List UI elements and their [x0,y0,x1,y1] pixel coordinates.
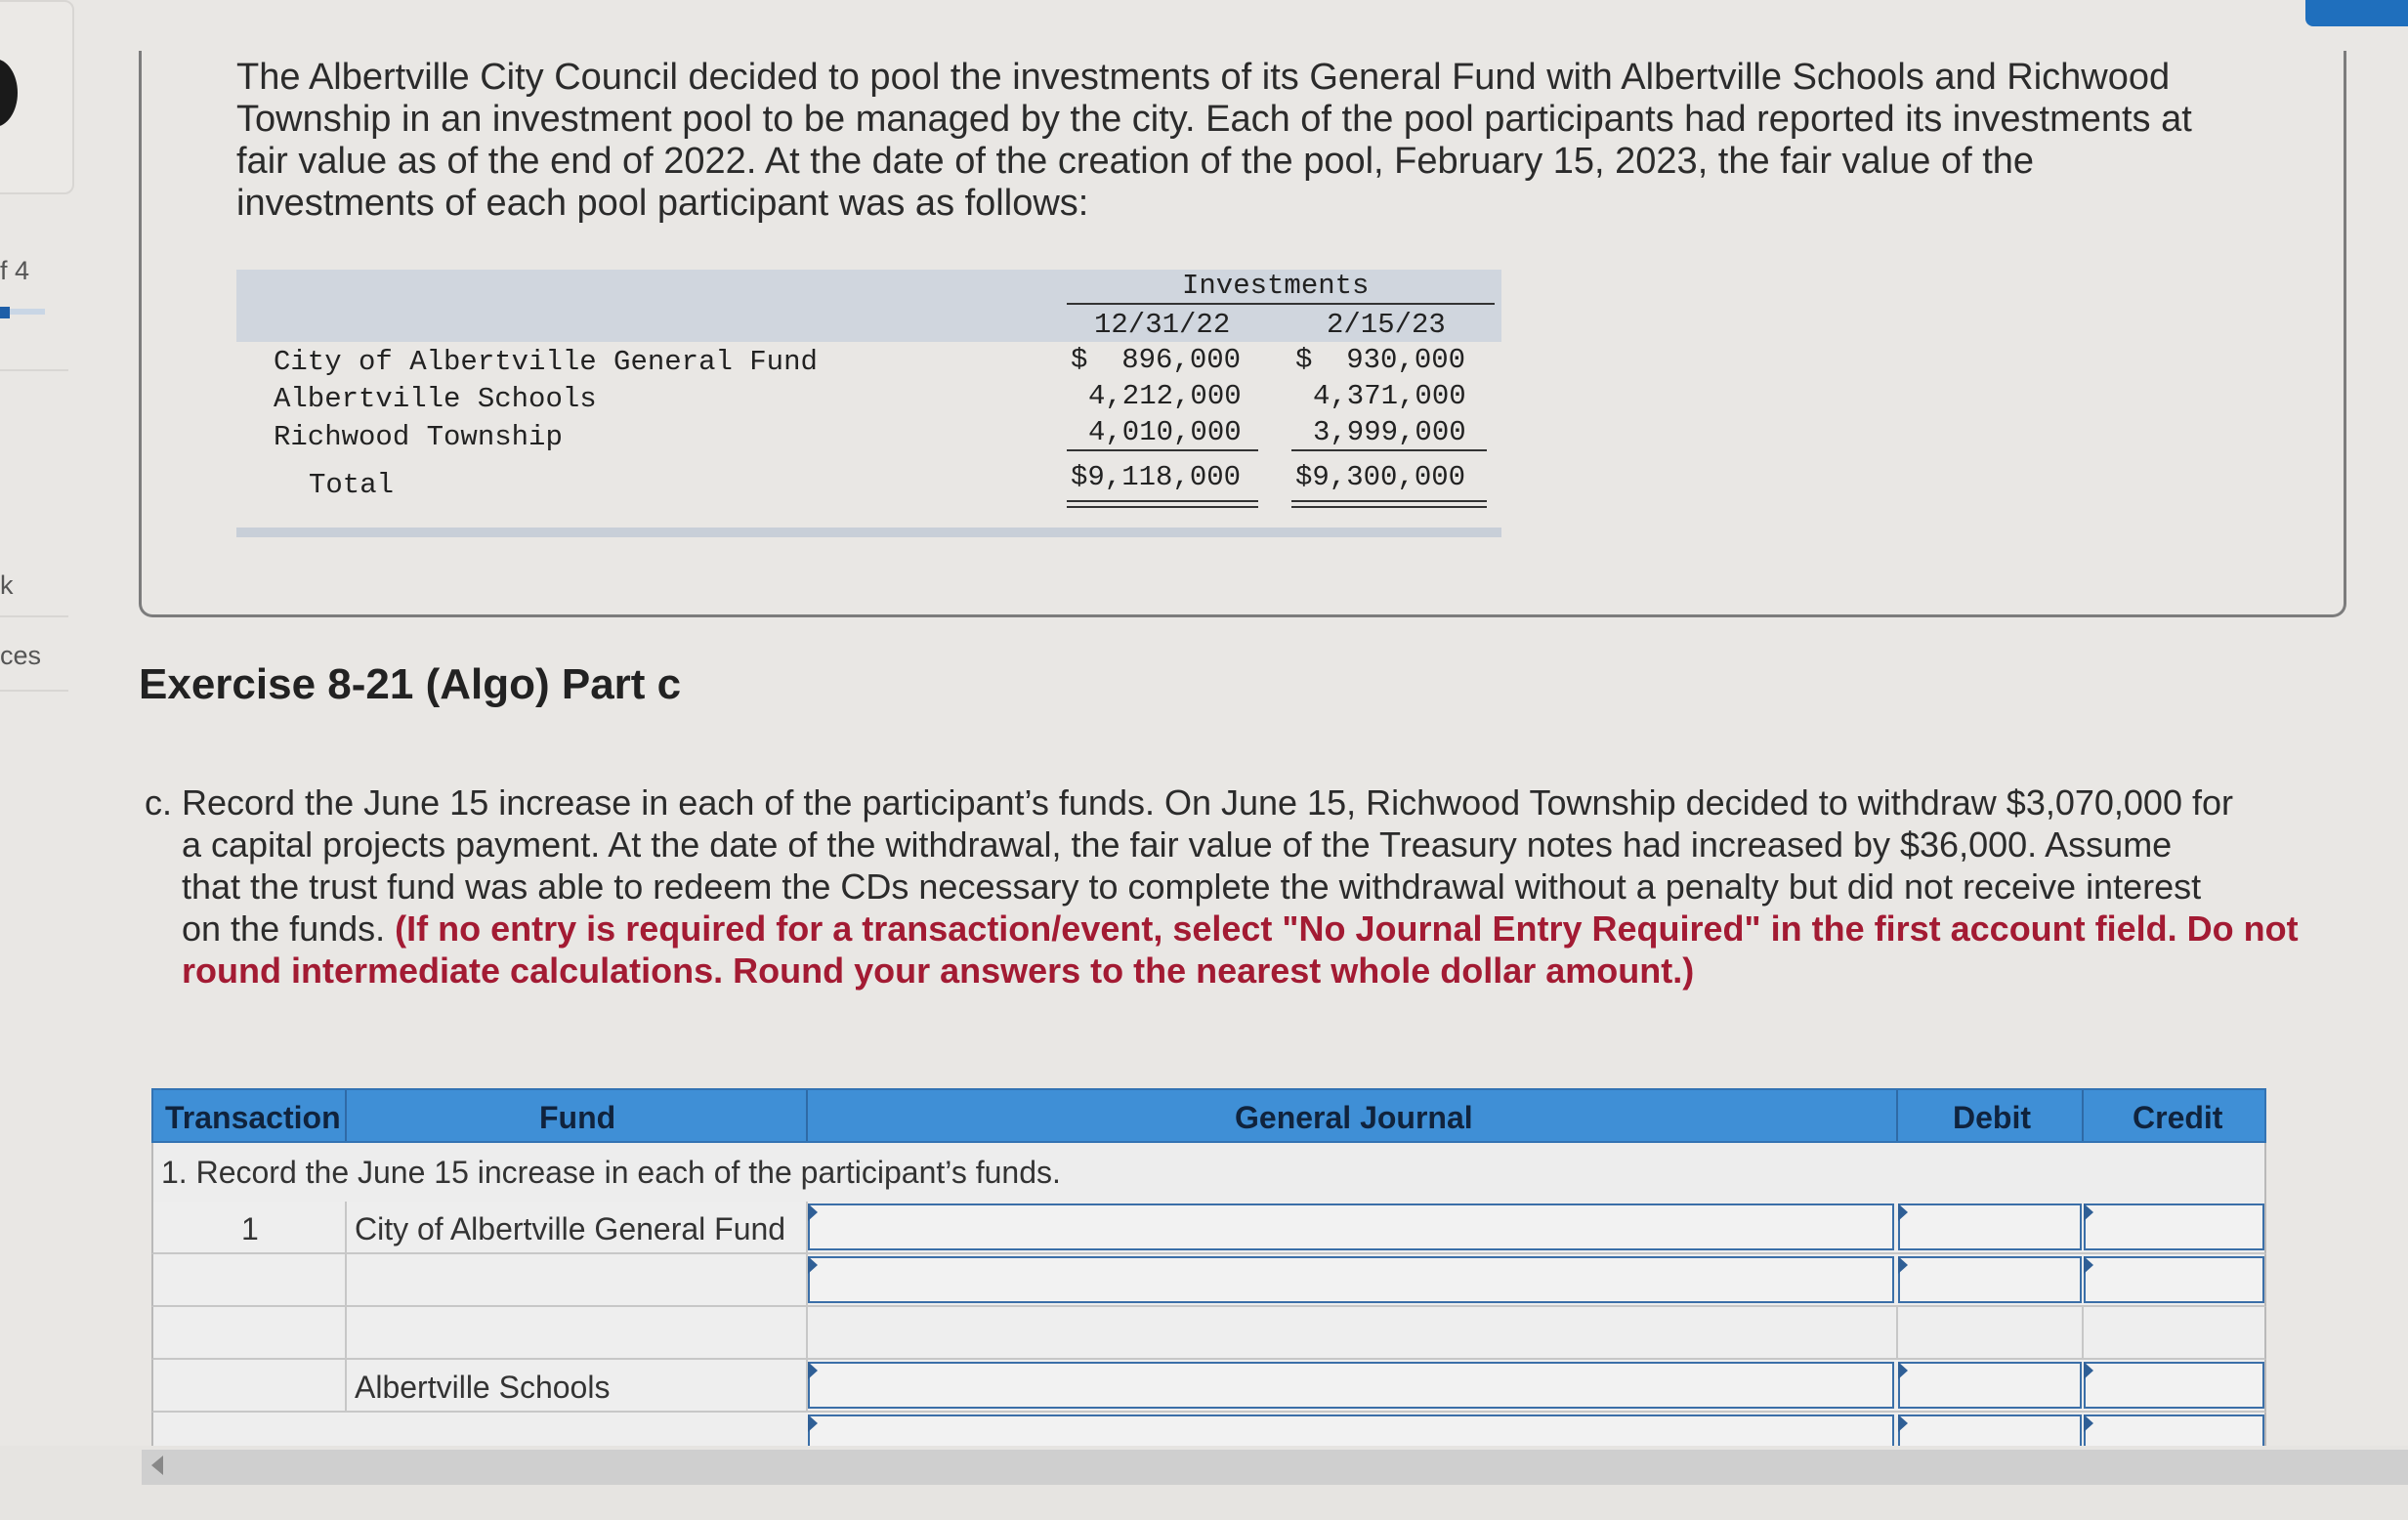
sidebar-item-references[interactable]: ces [0,641,42,670]
row-value-2023: $ 930,000 [1295,344,1466,376]
header-rule [1067,303,1495,305]
fund-cell [347,1254,808,1305]
col-header-2023: 2/15/23 [1327,309,1446,341]
question-line: that the trust fund was able to redeem the CDs necessary to complete the withdrawal without a penalty but did not receive interest [182,866,2202,907]
fund-cell [347,1307,808,1358]
scroll-left-icon[interactable] [151,1456,163,1475]
header-separator [1896,1090,1898,1141]
exercise-title: Exercise 8-21 (Algo) Part c [139,660,682,708]
instruction-text: (If no entry is required for a transaction/event, select "No Journal Entry Required" in the first account field. Do not [395,908,2299,949]
header-separator [2082,1090,2084,1141]
journal-header [151,1088,2266,1143]
debit-input[interactable] [1898,1414,2082,1448]
header-separator [806,1090,808,1141]
question-line: c. Record the June 15 increase in each of the participant’s funds. On June 15, Richwood Township decided to withdraw $3,070,000 for [145,782,2233,823]
sidebar-label-part: f 4 [0,256,30,285]
subtotal-rule [1291,449,1487,451]
journal-row [151,1254,2266,1307]
instruction-text: round intermediate calculations. Round your answers to the nearest whole dollar amount.) [182,950,1695,991]
double-rule [1067,500,1258,502]
transaction-cell [153,1254,347,1305]
account-select[interactable] [808,1414,1894,1448]
row-label: Richwood Township [274,421,563,453]
transaction-cell [153,1202,347,1252]
problem-line: Township in an investment pool to be managed by the city. Each of the pool participants had reported its investments at [236,99,2192,140]
double-rule [1291,500,1487,502]
row-value-2023: 4,371,000 [1313,380,1466,412]
row-label: City of Albertville General Fund [274,346,818,378]
col-header-2022: 12/31/22 [1094,309,1231,341]
header-debit: Debit [1953,1100,2031,1135]
row-value-2022: $ 896,000 [1071,344,1242,376]
header-transaction: Transaction [165,1100,341,1135]
question-text [145,781,2343,992]
account-select[interactable] [808,1256,1894,1303]
submit-button[interactable] [2305,0,2408,26]
investments-table [236,270,1501,536]
credit-input[interactable] [2084,1362,2264,1409]
credit-input[interactable] [2084,1203,2264,1250]
header-separator [345,1090,347,1141]
debit-cell [1898,1307,2084,1358]
debit-input[interactable] [1898,1203,2082,1250]
double-rule [1291,506,1487,508]
fund-name: City of Albertville General Fund [355,1211,786,1246]
sidebar-divider [0,369,68,371]
journal-entry-table [151,1088,2266,1452]
header-fund: Fund [539,1100,616,1135]
total-value-2022: $9,118,000 [1071,461,1242,493]
journal-row [151,1202,2266,1254]
journal-section-label [151,1143,2266,1202]
row-value-2022: 4,212,000 [1088,380,1242,412]
journal-row [151,1307,2266,1360]
row-label: Albertville Schools [274,383,597,415]
investments-group-header: Investments [1182,270,1370,302]
sidebar-progress-fill [0,307,10,318]
left-sidebar [0,0,70,703]
row-value-2022: 4,010,000 [1088,416,1242,448]
transaction-cell [153,1307,347,1358]
horizontal-scrollbar[interactable] [142,1450,2408,1485]
fund-name: Albertville Schools [355,1370,611,1405]
row-value-2023: 3,999,000 [1313,416,1466,448]
transaction-number: 1 [241,1211,259,1246]
account-cell [808,1307,1898,1358]
credit-input[interactable] [2084,1414,2264,1448]
table-footer-band [236,528,1501,537]
fund-cell [347,1360,808,1411]
sidebar-divider [0,690,68,692]
question-line [145,908,2343,950]
sidebar-divider [0,615,68,617]
transaction-cell [153,1360,347,1411]
problem-line: investments of each pool participant was as follows: [236,183,1089,224]
account-select[interactable] [808,1203,1894,1250]
fund-cell [347,1202,808,1252]
debit-input[interactable] [1898,1256,2082,1303]
problem-line: fair value as of the end of 2022. At the date of the creation of the pool, February 15, 2023, the fair value of the [236,141,2035,182]
total-label: Total [309,469,395,501]
subtotal-rule [1067,449,1258,451]
question-text-normal: on the funds. [182,908,396,949]
total-value-2023: $9,300,000 [1295,461,1466,493]
account-select[interactable] [808,1362,1894,1409]
credit-cell [2084,1307,2264,1358]
credit-input[interactable] [2084,1256,2264,1303]
header-credit: Credit [2133,1100,2223,1135]
problem-statement [236,57,2229,225]
sidebar-item-ebook[interactable]: k [0,570,14,600]
double-rule [1067,506,1258,508]
journal-row [151,1360,2266,1413]
debit-input[interactable] [1898,1362,2082,1409]
header-general-journal: General Journal [1235,1100,1473,1135]
section-label-text: 1. Record the June 15 increase in each of the participant’s funds. [161,1155,1061,1190]
question-line: a capital projects payment. At the date of the withdrawal, the fair value of the Treasury notes had increased by $36,000. Assume [182,824,2173,865]
problem-line: The Albertville City Council decided to pool the investments of its General Fund with Albertville Schools and Richwood [236,57,2171,98]
